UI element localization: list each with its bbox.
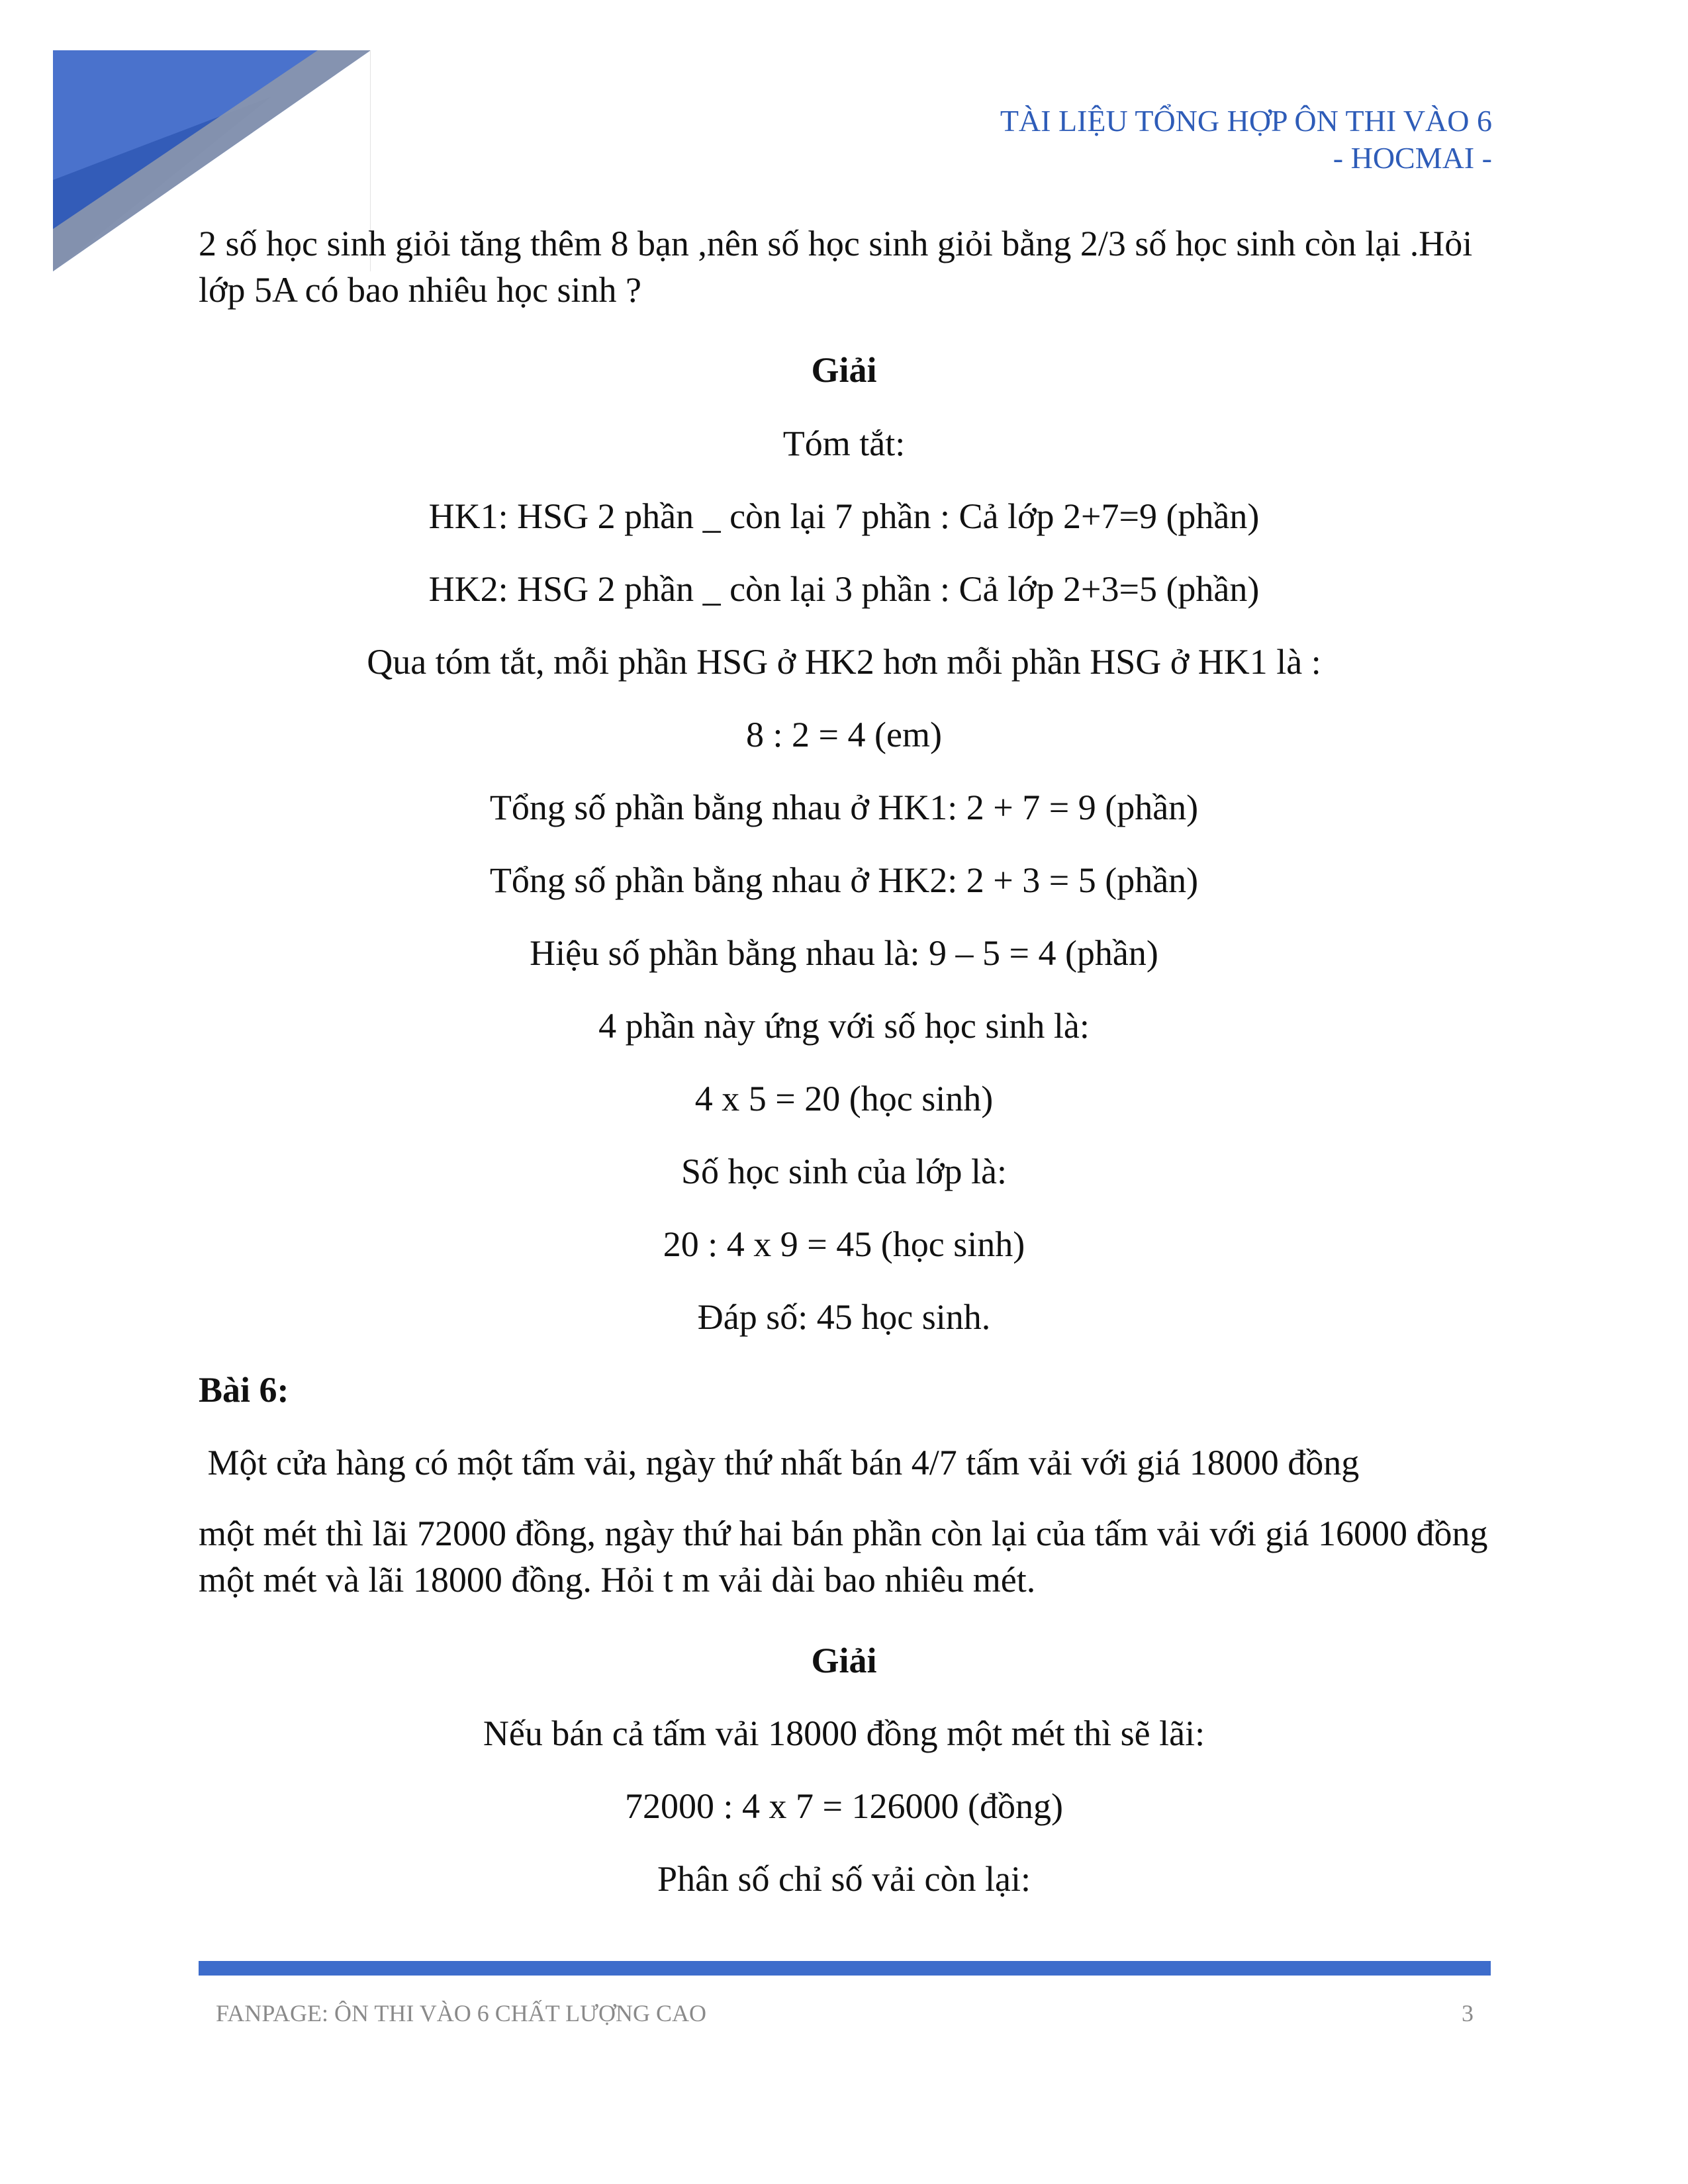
- header-subtitle: - HOCMAI -: [1333, 141, 1492, 175]
- solution-line: HK2: HSG 2 phần _ còn lại 3 phần : Cả lớp 2+3=5 (phần): [428, 569, 1260, 609]
- footer-fanpage: FANPAGE: ÔN THI VÀO 6 CHẤT LƯỢNG CAO: [216, 2000, 706, 2026]
- solution-line: 72000 : 4 x 7 = 126000 (đồng): [625, 1786, 1063, 1826]
- solution-line: Tóm tắt:: [782, 424, 906, 463]
- solution-line: HK1: HSG 2 phần _ còn lại 7 phần : Cả lớp 2+7=9 (phần): [428, 496, 1260, 536]
- solution-heading: Giải: [811, 1641, 877, 1680]
- solution-line: Phân số chỉ số vải còn lại:: [657, 1859, 1031, 1899]
- page-number: 3: [1462, 2000, 1474, 2026]
- solution-line: Số học sinh của lớp là:: [681, 1152, 1007, 1191]
- solution-line: Hiệu số phần bằng nhau là: 9 – 5 = 4 (phần): [530, 933, 1158, 973]
- answer-line: Đáp số: 45 học sinh.: [697, 1297, 991, 1337]
- solution-line: 8 : 2 = 4 (em): [746, 715, 942, 754]
- solution-line: 20 : 4 x 9 = 45 (học sinh): [663, 1224, 1025, 1264]
- solution-line: Tổng số phần bằng nhau ở HK2: 2 + 3 = 5 (phần): [489, 860, 1199, 900]
- solution-line: Tổng số phần bằng nhau ở HK1: 2 + 7 = 9 (phần): [489, 788, 1199, 827]
- exercise-text: Một cửa hàng có một tấm vải, ngày thứ nhất bán 4/7 tấm vải với giá 18000 đồng: [199, 1443, 1360, 1482]
- exercise-title: Bài 6:: [199, 1370, 289, 1410]
- solution-heading: Giải: [811, 350, 877, 390]
- solution-line: Nếu bán cả tấm vải 18000 đồng một mét thì sẽ lãi:: [483, 1713, 1205, 1753]
- footer-rule: [199, 1961, 1491, 1976]
- problem-continuation: 2 số học sinh giỏi tăng thêm 8 bạn ,nên số học sinh giỏi bằng 2/3 số học sinh còn lại .Hỏi lớp 5A có bao nhiêu học sinh ?: [199, 224, 1473, 310]
- solution-line: 4 x 5 = 20 (học sinh): [694, 1079, 994, 1118]
- header-title: TÀI LIỆU TỔNG HỢP ÔN THI VÀO 6: [1000, 104, 1492, 138]
- solution-line: Qua tóm tắt, mỗi phần HSG ở HK2 hơn mỗi phần HSG ở HK1 là :: [367, 642, 1321, 682]
- exercise-text: một mét thì lãi 72000 đồng, ngày thứ hai bán phần còn lại của tấm vải với giá 16000 đồng một mét và lãi 18000 đồng. Hỏi t m vải dài bao nhiêu mét.: [199, 1514, 1488, 1600]
- solution-line: 4 phần này ứng với số học sinh là:: [598, 1006, 1090, 1046]
